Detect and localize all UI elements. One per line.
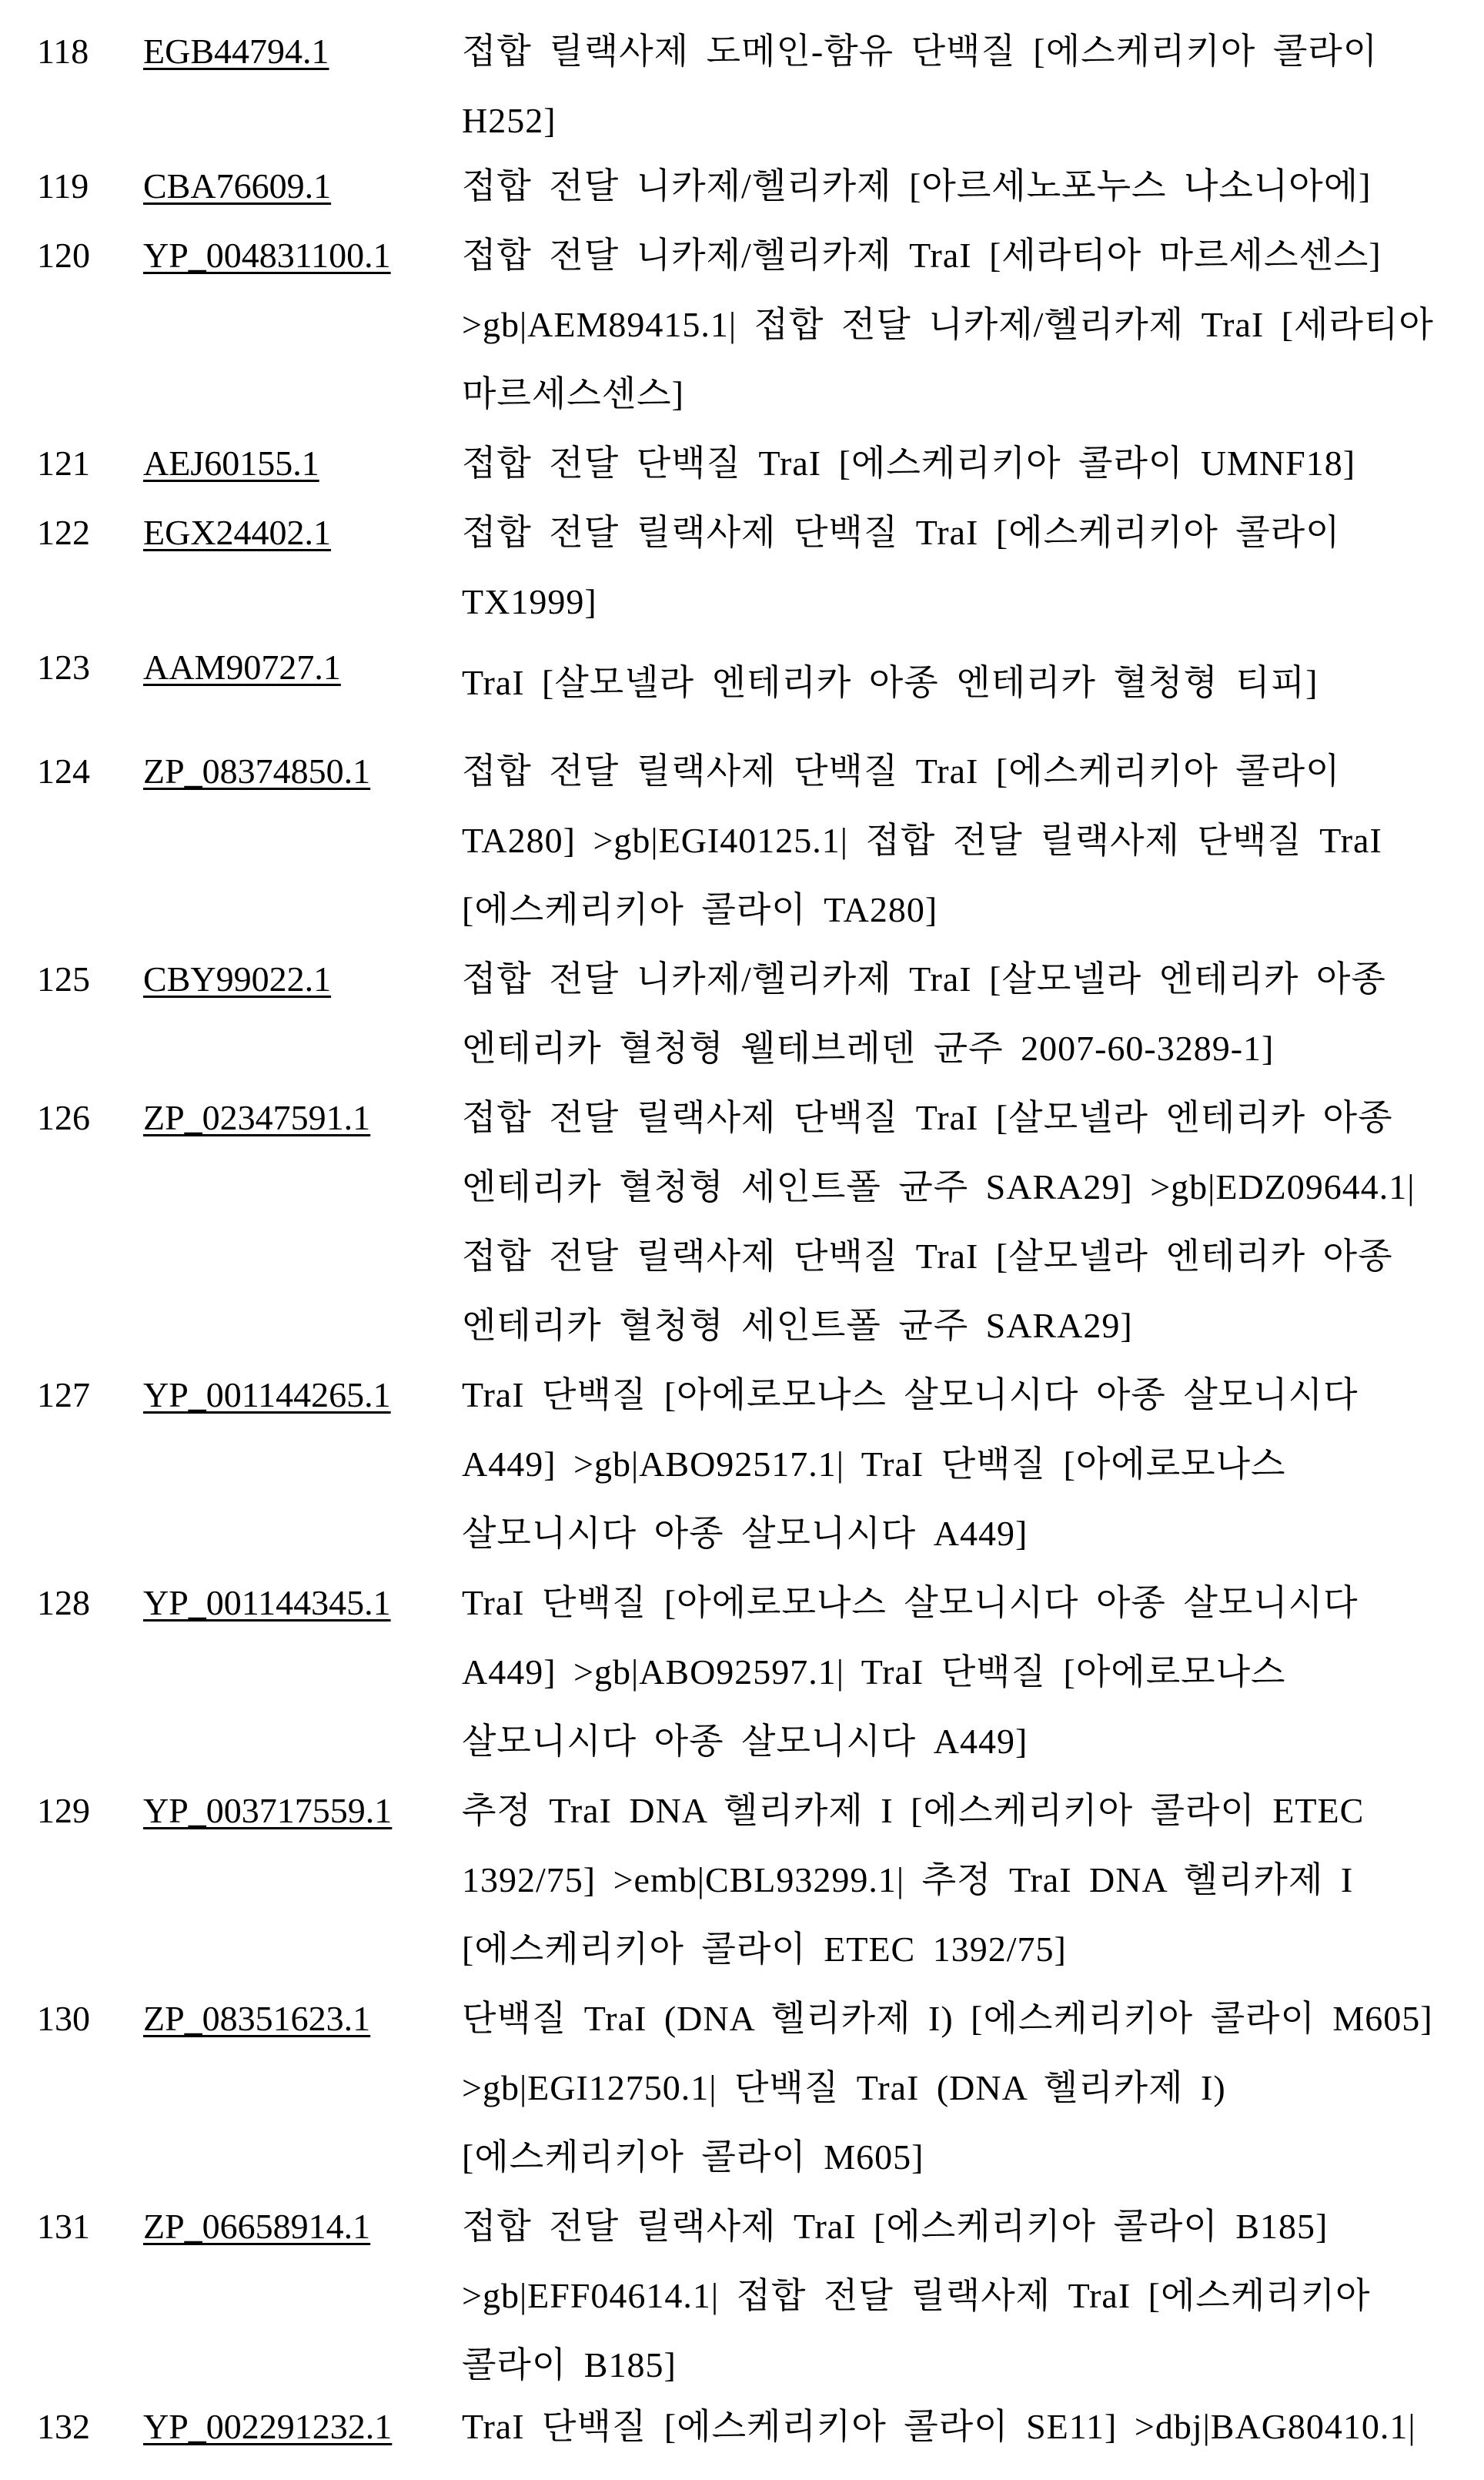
accession-link[interactable]: AEJ60155.1	[143, 443, 319, 483]
description-line: TA280] >gb|EGI40125.1| 접합 전달 릴랙사제 단백질 TraI	[462, 821, 1382, 860]
accession-link[interactable]: ZP_02347591.1	[143, 1098, 371, 1137]
description-line: H252]	[462, 101, 556, 140]
description-line: TraI 단백질 [아에로모나스 살모니시다 아종 살모니시다	[462, 1583, 1359, 1622]
description-line: A449] >gb|ABO92597.1| TraI 단백질 [아에로모나스	[462, 1652, 1286, 1692]
description-line: >gb|EFF04614.1| 접합 전달 릴랙사제 TraI [에스케리키아	[462, 2276, 1371, 2315]
description-line: 접합 전달 니카제/헬리카제 TraI [살모넬라 엔테리카 아종	[462, 959, 1386, 999]
description-line: [에스케리키아 콜라이 ETEC 1392/75]	[462, 1929, 1067, 1969]
description-line: TraI [살모넬라 엔테리카 아종 엔테리카 혈청형 티피]	[462, 663, 1319, 702]
entry-number: 121	[37, 443, 90, 483]
entry-number: 130	[37, 1999, 90, 2038]
description-line: 접합 전달 릴랙사제 단백질 TraI [에스케리키아 콜라이	[462, 751, 1341, 791]
entry-number: 124	[37, 751, 90, 791]
description-line: TraI 단백질 [아에로모나스 살모니시다 아종 살모니시다	[462, 1375, 1359, 1414]
accession-link[interactable]: EGX24402.1	[143, 513, 332, 552]
description-line: 접합 전달 단백질 TraI [에스케리키아 콜라이 UMNF18]	[462, 443, 1356, 483]
entry-number: 119	[37, 166, 89, 206]
description-line: >gb|EGI12750.1| 단백질 TraI (DNA 헬리카제 I)	[462, 2068, 1226, 2107]
description-line: 마르세스센스]	[462, 374, 684, 413]
description-line: >gb|AEM89415.1| 접합 전달 니카제/헬리카제 TraI [세라티아	[462, 305, 1434, 344]
description-line: 콜라이 B185]	[462, 2345, 677, 2385]
accession-link[interactable]: YP_001144265.1	[143, 1375, 391, 1414]
description-line: [에스케리키아 콜라이 TA280]	[462, 890, 938, 929]
description-line: TraI 단백질 [에스케리키아 콜라이 SE11] >dbj|BAG80410.1|	[462, 2407, 1416, 2446]
description-line: 접합 전달 릴랙사제 단백질 TraI [살모넬라 엔테리카 아종	[462, 1237, 1393, 1276]
description-line: 접합 전달 릴랙사제 TraI [에스케리키아 콜라이 B185]	[462, 2207, 1329, 2246]
description-line: A449] >gb|ABO92517.1| TraI 단백질 [아에로모나스	[462, 1444, 1286, 1484]
entry-number: 125	[37, 959, 90, 999]
entry-number: 120	[37, 236, 90, 275]
description-line: 접합 릴랙사제 도메인-함유 단백질 [에스케리키아 콜라이	[462, 32, 1379, 71]
description-line: TX1999]	[462, 582, 597, 621]
accession-link[interactable]: ZP_06658914.1	[143, 2207, 371, 2246]
accession-link[interactable]: YP_001144345.1	[143, 1583, 391, 1622]
entry-number: 127	[37, 1375, 90, 1414]
entry-number: 123	[37, 648, 90, 687]
accession-link[interactable]: YP_002291232.1	[143, 2407, 393, 2446]
description-line: 접합 전달 릴랙사제 단백질 TraI [에스케리키아 콜라이	[462, 513, 1341, 552]
entry-number: 131	[37, 2207, 90, 2246]
accession-link[interactable]: EGB44794.1	[143, 32, 329, 71]
entry-number: 126	[37, 1098, 90, 1137]
entry-number: 122	[37, 513, 90, 552]
description-line: 엔테리카 혈청형 세인트폴 균주 SARA29]	[462, 1306, 1133, 1345]
accession-link[interactable]: CBA76609.1	[143, 166, 332, 206]
accession-link[interactable]: YP_003717559.1	[143, 1791, 393, 1830]
description-line: 엔테리카 혈청형 웰테브레덴 균주 2007-60-3289-1]	[462, 1029, 1275, 1068]
description-line: 살모니시다 아종 살모니시다 A449]	[462, 1514, 1028, 1553]
accession-link[interactable]: YP_004831100.1	[143, 236, 391, 275]
description-line: 살모니시다 아종 살모니시다 A449]	[462, 1722, 1028, 1761]
accession-link[interactable]: ZP_08351623.1	[143, 1999, 371, 2038]
accession-link[interactable]: CBY99022.1	[143, 959, 332, 999]
description-line: 접합 전달 니카제/헬리카제 TraI [세라티아 마르세스센스]	[462, 236, 1382, 275]
entry-number: 132	[37, 2407, 90, 2446]
entry-number: 118	[37, 32, 89, 71]
accession-link[interactable]: ZP_08374850.1	[143, 751, 371, 791]
description-line: 1392/75] >emb|CBL93299.1| 추정 TraI DNA 헬리카제 I	[462, 1860, 1354, 1899]
description-line: 접합 전달 니카제/헬리카제 [아르세노포누스 나소니아에]	[462, 166, 1372, 206]
entry-number: 128	[37, 1583, 90, 1622]
description-line: 접합 전달 릴랙사제 단백질 TraI [살모넬라 엔테리카 아종	[462, 1098, 1393, 1137]
description-line: 추정 TraI DNA 헬리카제 I [에스케리키아 콜라이 ETEC	[462, 1791, 1365, 1830]
description-line: [에스케리키아 콜라이 M605]	[462, 2137, 924, 2177]
description-line: 엔테리카 혈청형 세인트폴 균주 SARA29] >gb|EDZ09644.1|	[462, 1167, 1415, 1207]
entry-number: 129	[37, 1791, 90, 1830]
description-line: 단백질 TraI (DNA 헬리카제 I) [에스케리키아 콜라이 M605]	[462, 1999, 1433, 2038]
accession-link[interactable]: AAM90727.1	[143, 648, 341, 687]
